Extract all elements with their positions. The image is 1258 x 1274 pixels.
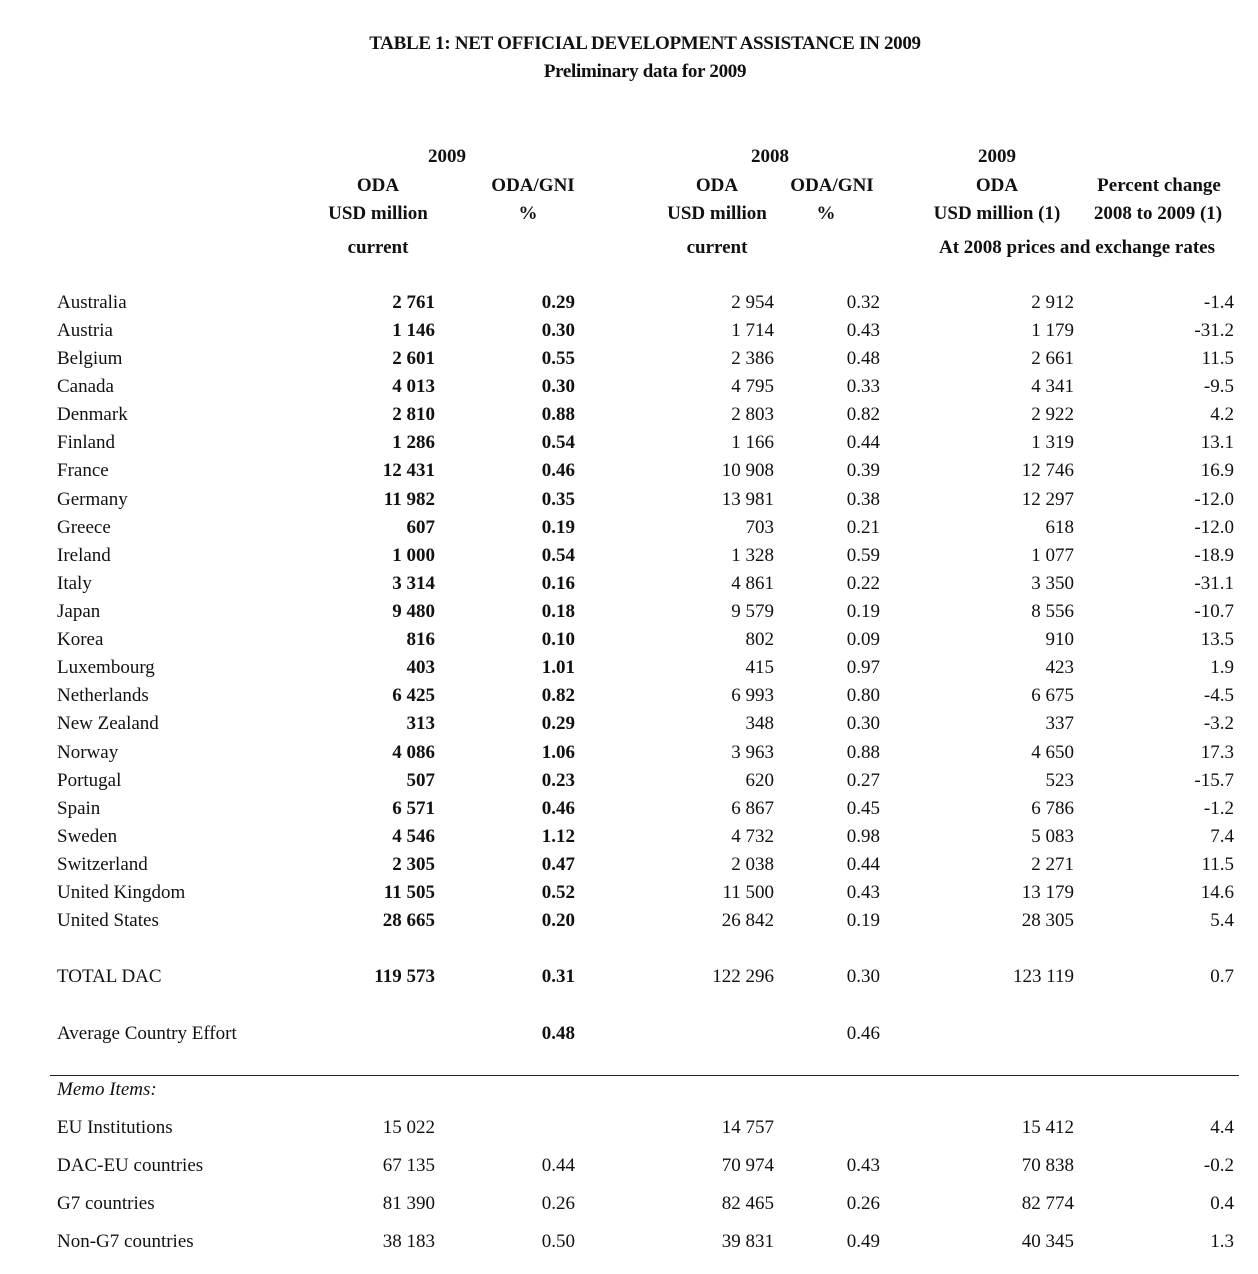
oda-2009: 607 — [406, 517, 435, 538]
oda-2008: 2 038 — [731, 854, 774, 875]
percent-change: -15.7 — [1194, 770, 1234, 791]
oda-gni-2008: 0.30 — [846, 713, 880, 734]
oda-gni-2008: 0.38 — [846, 489, 880, 510]
oda-2009-constant: 8 556 — [1031, 601, 1074, 622]
oda-gni-2008: 0.22 — [846, 573, 880, 594]
oda-gni-2008: 0.88 — [846, 742, 880, 763]
memo-oda-gni-2009: 0.26 — [541, 1193, 575, 1214]
memo-oda-2009: 15 022 — [382, 1117, 435, 1138]
oda-gni-2009: 0.47 — [541, 854, 575, 875]
oda-gni-2008: 0.97 — [846, 657, 880, 678]
oda-gni-2009: 0.16 — [541, 573, 575, 594]
oda-2008: 4 732 — [731, 826, 774, 847]
oda-2009: 4 546 — [392, 826, 435, 847]
oda-gni-2009: 0.30 — [541, 376, 575, 397]
memo-oda-gni-2009: 0.44 — [541, 1155, 575, 1176]
oda-gni-2009: 0.19 — [541, 517, 575, 538]
oda-2009: 3 314 — [392, 573, 435, 594]
table-row — [0, 826, 1258, 850]
country-label: Belgium — [57, 348, 123, 369]
table-row — [0, 517, 1258, 541]
table-row — [0, 770, 1258, 794]
total-oda-2008: 122 296 — [712, 966, 774, 987]
header-percent-2008: % — [816, 203, 836, 224]
percent-change: -10.7 — [1194, 601, 1234, 622]
oda-gni-2008: 0.39 — [846, 460, 880, 481]
oda-2008: 620 — [745, 770, 774, 791]
oda-2008: 703 — [745, 517, 774, 538]
percent-change: -31.1 — [1194, 573, 1234, 594]
header-oda-gni-2009: ODA/GNI — [491, 175, 575, 196]
memo-label: DAC-EU countries — [57, 1155, 204, 1176]
oda-gni-2009: 0.52 — [541, 882, 575, 903]
oda-2009: 11 505 — [383, 882, 435, 903]
table-row — [0, 854, 1258, 878]
oda-2009: 507 — [406, 770, 435, 791]
oda-2009: 6 571 — [392, 798, 435, 819]
oda-2009-constant: 4 650 — [1031, 742, 1074, 763]
oda-2008: 1 714 — [731, 320, 774, 341]
oda-gni-2008: 0.45 — [846, 798, 880, 819]
country-label: Luxembourg — [57, 657, 155, 678]
oda-2008: 348 — [745, 713, 774, 734]
country-label: Australia — [57, 292, 127, 313]
oda-2008: 6 867 — [731, 798, 774, 819]
average-oda-gni-2008: 0.46 — [846, 1023, 880, 1044]
table-row — [0, 629, 1258, 653]
percent-change: -18.9 — [1194, 545, 1234, 566]
oda-gni-2009: 0.23 — [541, 770, 575, 791]
total-row — [0, 966, 1258, 990]
oda-2009-constant: 910 — [1045, 629, 1074, 650]
table-row — [0, 292, 1258, 316]
oda-2008: 2 803 — [731, 404, 774, 425]
country-label: Japan — [57, 601, 101, 622]
oda-gni-2009: 0.29 — [541, 292, 575, 313]
memo-label: EU Institutions — [57, 1117, 173, 1138]
table-row — [0, 798, 1258, 822]
memo-oda-2008: 70 974 — [721, 1155, 774, 1176]
table-row — [0, 348, 1258, 372]
oda-2009: 2 810 — [392, 404, 435, 425]
memo-oda-2008: 82 465 — [721, 1193, 774, 1214]
oda-2009-constant: 1 179 — [1031, 320, 1074, 341]
oda-gni-2009: 1.12 — [541, 826, 575, 847]
oda-2009-constant: 2 912 — [1031, 292, 1074, 313]
country-label: United Kingdom — [57, 882, 186, 903]
country-label: Korea — [57, 629, 104, 650]
memo-oda-gni-2008: 0.43 — [846, 1155, 880, 1176]
percent-change: 4.2 — [1210, 404, 1234, 425]
header-oda-2008: ODA — [695, 175, 739, 196]
header-usd-million-constant: USD million (1) — [933, 203, 1061, 224]
total-label: TOTAL DAC — [57, 966, 162, 987]
country-label: Canada — [57, 376, 114, 397]
percent-change: -12.0 — [1194, 517, 1234, 538]
country-label: New Zealand — [57, 713, 159, 734]
table-row — [0, 910, 1258, 934]
oda-gni-2008: 0.59 — [846, 545, 880, 566]
oda-2009-constant: 28 305 — [1021, 910, 1074, 931]
header-usd-million-2008: USD million — [667, 203, 767, 224]
memo-oda-2008: 14 757 — [721, 1117, 774, 1138]
oda-2009: 313 — [406, 713, 435, 734]
oda-gni-2008: 0.33 — [846, 376, 880, 397]
country-label: Norway — [57, 742, 119, 763]
oda-gni-2009: 0.88 — [541, 404, 575, 425]
oda-2009: 2 305 — [392, 854, 435, 875]
table-row — [0, 545, 1258, 569]
header-year-2009: 2009 — [428, 146, 466, 167]
oda-2009: 6 425 — [392, 685, 435, 706]
oda-2009-constant: 523 — [1045, 770, 1074, 791]
memo-oda-2009: 38 183 — [382, 1231, 435, 1252]
total-oda-gni-2009: 0.31 — [541, 966, 575, 987]
memo-oda-2009-constant: 70 838 — [1021, 1155, 1074, 1176]
total-percent-change: 0.7 — [1210, 966, 1234, 987]
oda-gni-2008: 0.27 — [846, 770, 880, 791]
country-label: Germany — [57, 489, 128, 510]
percent-change: 1.9 — [1210, 657, 1234, 678]
country-label: Finland — [57, 432, 116, 453]
memo-row — [0, 1193, 1258, 1217]
memo-oda-2009: 67 135 — [382, 1155, 435, 1176]
oda-gni-2009: 0.30 — [541, 320, 575, 341]
percent-change: 13.1 — [1200, 432, 1234, 453]
oda-2009: 2 761 — [392, 292, 435, 313]
memo-row — [0, 1117, 1258, 1141]
oda-gni-2009: 0.20 — [541, 910, 575, 931]
oda-2008: 3 963 — [731, 742, 774, 763]
memo-oda-2009-constant: 40 345 — [1021, 1231, 1074, 1252]
memo-oda-2009-constant: 82 774 — [1021, 1193, 1074, 1214]
memo-oda-2009: 81 390 — [382, 1193, 435, 1214]
oda-gni-2008: 0.43 — [846, 882, 880, 903]
percent-change: 13.5 — [1200, 629, 1234, 650]
oda-2009-constant: 5 083 — [1031, 826, 1074, 847]
table-row — [0, 882, 1258, 906]
oda-2008: 26 842 — [721, 910, 774, 931]
oda-2009: 9 480 — [392, 601, 435, 622]
memo-percent-change: 0.4 — [1210, 1193, 1234, 1214]
average-oda-gni-2009: 0.48 — [541, 1023, 575, 1044]
table-row — [0, 460, 1258, 484]
country-label: Switzerland — [57, 854, 148, 875]
oda-gni-2008: 0.82 — [846, 404, 880, 425]
table-row — [0, 685, 1258, 709]
oda-2009-constant: 2 922 — [1031, 404, 1074, 425]
header-current-2009: current — [347, 237, 409, 258]
table-row — [0, 432, 1258, 456]
percent-change: -9.5 — [1203, 376, 1234, 397]
oda-2008: 11 500 — [722, 882, 774, 903]
memo-title: Memo Items: — [57, 1079, 157, 1100]
oda-2008: 10 908 — [721, 460, 774, 481]
oda-gni-2008: 0.32 — [846, 292, 880, 313]
oda-gni-2009: 0.29 — [541, 713, 575, 734]
oda-2009: 4 013 — [392, 376, 435, 397]
header-current-2008: current — [686, 237, 748, 258]
oda-gni-2008: 0.80 — [846, 685, 880, 706]
oda-2009: 816 — [406, 629, 435, 650]
percent-change: -1.4 — [1203, 292, 1234, 313]
memo-percent-change: 4.4 — [1210, 1117, 1234, 1138]
oda-2009-constant: 1 319 — [1031, 432, 1074, 453]
oda-gni-2008: 0.98 — [846, 826, 880, 847]
header-at-prices: At 2008 prices and exchange rates — [939, 237, 1215, 258]
oda-2008: 9 579 — [731, 601, 774, 622]
oda-gni-2008: 0.44 — [846, 432, 880, 453]
oda-gni-2008: 0.44 — [846, 854, 880, 875]
memo-label: G7 countries — [57, 1193, 155, 1214]
oda-2009-constant: 13 179 — [1021, 882, 1074, 903]
oda-2009: 1 146 — [392, 320, 435, 341]
table-row — [0, 320, 1258, 344]
oda-gni-2009: 0.10 — [541, 629, 575, 650]
memo-oda-gni-2008: 0.26 — [846, 1193, 880, 1214]
oda-gni-2009: 1.06 — [541, 742, 575, 763]
oda-2009-constant: 1 077 — [1031, 545, 1074, 566]
oda-2009: 4 086 — [392, 742, 435, 763]
country-label: Ireland — [57, 545, 111, 566]
table-title: TABLE 1: NET OFFICIAL DEVELOPMENT ASSISTANCE IN 2009 — [369, 33, 921, 54]
oda-gni-2008: 0.43 — [846, 320, 880, 341]
oda-2008: 2 954 — [731, 292, 774, 313]
oda-gni-2009: 0.82 — [541, 685, 575, 706]
percent-change: -3.2 — [1203, 713, 1234, 734]
memo-percent-change: 1.3 — [1210, 1231, 1234, 1252]
country-label: United States — [57, 910, 159, 931]
table-row — [0, 376, 1258, 400]
oda-2008: 1 166 — [731, 432, 774, 453]
percent-change: -12.0 — [1194, 489, 1234, 510]
table-row — [0, 657, 1258, 681]
percent-change: 11.5 — [1201, 348, 1234, 369]
country-label: Spain — [57, 798, 101, 819]
percent-change: 7.4 — [1210, 826, 1234, 847]
percent-change: -1.2 — [1203, 798, 1234, 819]
total-oda-gni-2008: 0.30 — [846, 966, 880, 987]
header-usd-million-2009: USD million — [328, 203, 428, 224]
oda-2008: 13 981 — [721, 489, 774, 510]
memo-divider — [50, 1075, 1239, 1076]
oda-2009: 2 601 — [392, 348, 435, 369]
country-label: Netherlands — [57, 685, 149, 706]
memo-row — [0, 1155, 1258, 1179]
table-row — [0, 742, 1258, 766]
country-label: Denmark — [57, 404, 128, 425]
memo-row — [0, 1231, 1258, 1255]
oda-2008: 2 386 — [731, 348, 774, 369]
oda-2009-constant: 6 675 — [1031, 685, 1074, 706]
table-subtitle: Preliminary data for 2009 — [543, 61, 747, 82]
oda-gni-2009: 0.46 — [541, 798, 575, 819]
country-label: Austria — [57, 320, 113, 341]
oda-2009-constant: 618 — [1045, 517, 1074, 538]
memo-label: Non-G7 countries — [57, 1231, 194, 1252]
oda-2009-constant: 2 661 — [1031, 348, 1074, 369]
header-year-2008: 2008 — [751, 146, 789, 167]
oda-2009-constant: 12 746 — [1021, 460, 1074, 481]
oda-2008: 4 861 — [731, 573, 774, 594]
total-oda-2009: 119 573 — [374, 966, 435, 987]
header-oda-2009: ODA — [356, 175, 400, 196]
memo-oda-gni-2008: 0.49 — [846, 1231, 880, 1252]
oda-gni-2009: 0.35 — [541, 489, 575, 510]
percent-change: 14.6 — [1200, 882, 1234, 903]
header-oda-gni-2008: ODA/GNI — [790, 175, 874, 196]
oda-2009-constant: 12 297 — [1021, 489, 1074, 510]
percent-change: -4.5 — [1203, 685, 1234, 706]
oda-2009: 11 982 — [383, 489, 435, 510]
percent-change: 5.4 — [1210, 910, 1234, 931]
table-row — [0, 489, 1258, 513]
memo-oda-2009-constant: 15 412 — [1021, 1117, 1074, 1138]
oda-gni-2009: 0.46 — [541, 460, 575, 481]
oda-2009: 1 000 — [392, 545, 435, 566]
average-label: Average Country Effort — [57, 1023, 237, 1044]
oda-gni-2009: 1.01 — [541, 657, 575, 678]
percent-change: 11.5 — [1201, 854, 1234, 875]
header-percent-change: Percent change — [1097, 175, 1221, 196]
table-row — [0, 573, 1258, 597]
percent-change: 17.3 — [1200, 742, 1234, 763]
oda-2009-constant: 423 — [1045, 657, 1074, 678]
header-change-years: 2008 to 2009 (1) — [1093, 203, 1223, 224]
table-row — [0, 601, 1258, 625]
memo-oda-2008: 39 831 — [721, 1231, 774, 1252]
header-oda-2009-constant: ODA — [975, 175, 1019, 196]
oda-2009-constant: 2 271 — [1031, 854, 1074, 875]
country-label: Sweden — [57, 826, 118, 847]
table-row — [0, 404, 1258, 428]
country-label: Portugal — [57, 770, 122, 791]
oda-gni-2008: 0.09 — [846, 629, 880, 650]
country-label: Greece — [57, 517, 111, 538]
oda-2008: 802 — [745, 629, 774, 650]
oda-gni-2008: 0.19 — [846, 910, 880, 931]
oda-gni-2009: 0.18 — [541, 601, 575, 622]
total-oda-2009-constant: 123 119 — [1012, 966, 1074, 987]
header-year-2009-constant: 2009 — [978, 146, 1016, 167]
oda-2009-constant: 6 786 — [1031, 798, 1074, 819]
oda-2009-constant: 4 341 — [1031, 376, 1074, 397]
oda-gni-2009: 0.54 — [541, 432, 575, 453]
country-label: France — [57, 460, 109, 481]
header-percent-2009: % — [518, 203, 538, 224]
memo-percent-change: -0.2 — [1203, 1155, 1234, 1176]
oda-2009-constant: 337 — [1045, 713, 1074, 734]
oda-gni-2008: 0.48 — [846, 348, 880, 369]
percent-change: 16.9 — [1200, 460, 1234, 481]
oda-2009: 1 286 — [392, 432, 435, 453]
oda-2008: 1 328 — [731, 545, 774, 566]
oda-2008: 6 993 — [731, 685, 774, 706]
oda-gni-2009: 0.54 — [541, 545, 575, 566]
oda-gni-2008: 0.19 — [846, 601, 880, 622]
average-row — [0, 1023, 1258, 1047]
memo-oda-gni-2009: 0.50 — [541, 1231, 575, 1252]
oda-2009: 12 431 — [382, 460, 435, 481]
oda-2009-constant: 3 350 — [1031, 573, 1074, 594]
country-label: Italy — [57, 573, 92, 594]
oda-2008: 4 795 — [731, 376, 774, 397]
oda-2009: 403 — [406, 657, 435, 678]
table-row — [0, 713, 1258, 737]
oda-2009: 28 665 — [382, 910, 435, 931]
oda-gni-2009: 0.55 — [541, 348, 575, 369]
percent-change: -31.2 — [1194, 320, 1234, 341]
oda-2008: 415 — [745, 657, 774, 678]
oda-gni-2008: 0.21 — [846, 517, 880, 538]
